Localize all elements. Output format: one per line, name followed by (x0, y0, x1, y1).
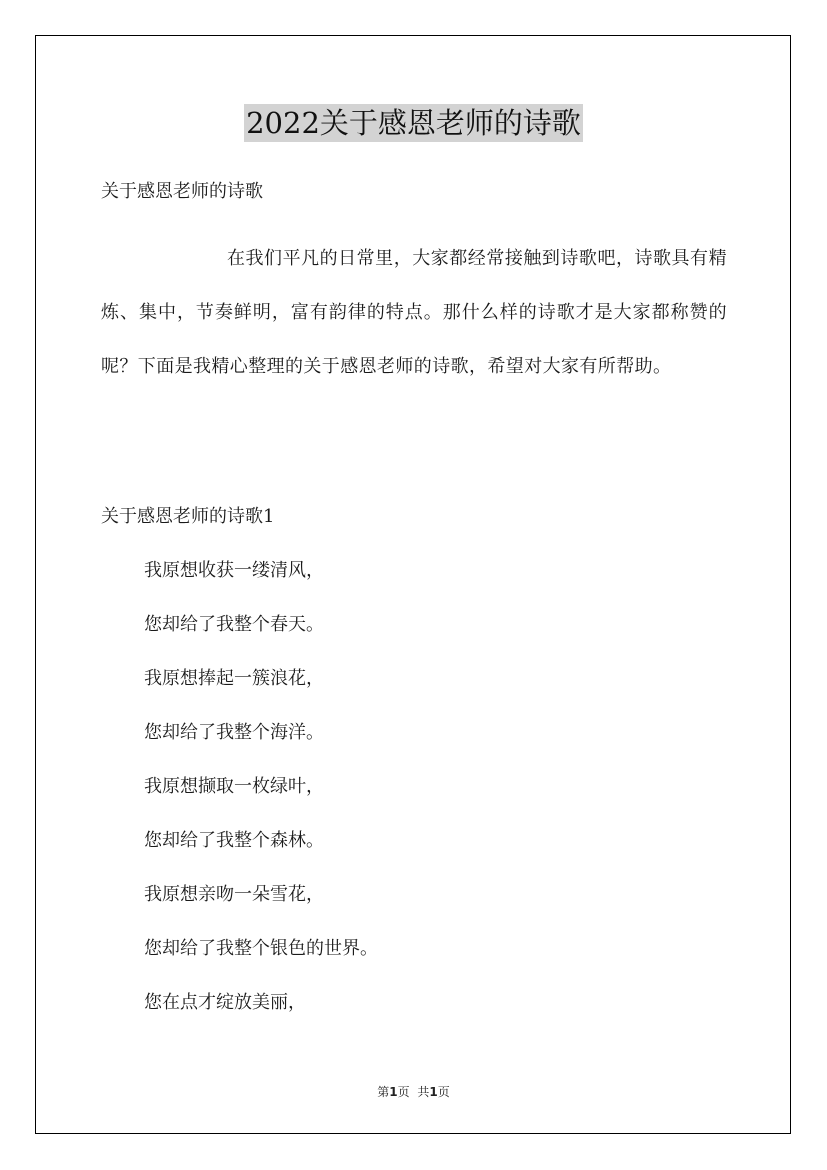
page-number: 1 (389, 1085, 398, 1099)
poem-line: 我原想撷取一枚绿叶， (144, 776, 324, 797)
total-pages: 1 (429, 1085, 438, 1099)
page-suffix: 页 (397, 1085, 410, 1099)
total-prefix: 共 (417, 1085, 430, 1099)
title-container (0, 104, 827, 142)
page-footer (0, 1084, 827, 1100)
poem-line: 我原想收获一缕清风， (144, 560, 324, 581)
document-subtitle: 关于感恩老师的诗歌 (101, 181, 263, 202)
poem-line: 您却给了我整个春天。 (144, 614, 324, 635)
poem (144, 556, 378, 1042)
intro-paragraph: 在我们平凡的日常里，大家都经常接触到诗歌吧，诗歌具有精炼、集中，节奏鲜明，富有韵律的特点。那什么样的诗歌才是大家都称赞的呢？下面是我精心整理的关于感恩老师的诗歌，希望对大家有所帮助。 (101, 248, 727, 377)
poem-line: 我原想亲吻一朵雪花， (144, 884, 324, 905)
poem-line: 您却给了我整个海洋。 (144, 722, 324, 743)
poem-line: 您却给了我整个银色的世界。 (144, 938, 378, 959)
section-heading: 关于感恩老师的诗歌1 (101, 506, 275, 527)
poem-line: 您却给了我整个森林。 (144, 830, 324, 851)
document-title: 2022关于感恩老师的诗歌 (246, 106, 581, 140)
page-prefix: 第 (377, 1085, 390, 1099)
poem-line: 您在点才绽放美丽， (144, 992, 306, 1013)
total-suffix: 页 (437, 1085, 450, 1099)
poem-line: 我原想捧起一簇浪花， (144, 668, 324, 689)
